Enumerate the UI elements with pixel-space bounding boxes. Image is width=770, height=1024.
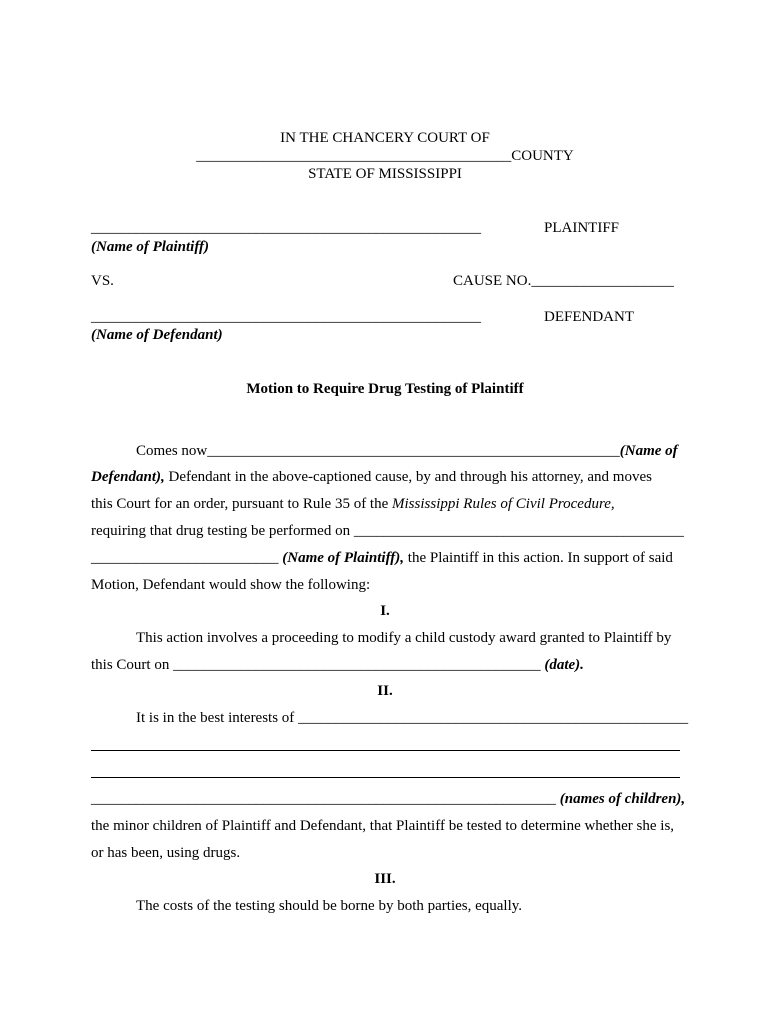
county-blank: __________________________________________ bbox=[196, 148, 512, 164]
sec1-line2 bbox=[91, 657, 770, 674]
sec1-line1: This action involves a proceeding to modify a child custody award granted to Plaintiff by bbox=[136, 630, 672, 646]
p1-line4 bbox=[91, 523, 770, 540]
defendant-blank: ____________________________________________________ bbox=[91, 309, 481, 325]
defendant-label: DEFENDANT bbox=[544, 309, 634, 325]
section-2-heading: II. bbox=[377, 683, 393, 699]
p1-plaintiff-blank: ____________________________________________ bbox=[353, 523, 684, 539]
plaintiff-blank: ____________________________________________________ bbox=[91, 220, 481, 236]
defendant-name-hint: (Name of Defendant) bbox=[91, 327, 223, 343]
section-3-heading: III. bbox=[374, 871, 396, 887]
county-label: COUNTY bbox=[511, 148, 574, 164]
court-heading bbox=[0, 130, 770, 147]
p1-line3-text: this Court for an order, pursuant to Rule 35 of the bbox=[91, 496, 393, 512]
cause-label: CAUSE NO. bbox=[453, 273, 532, 289]
state-heading bbox=[0, 166, 770, 183]
sec1-line2-text: this Court on bbox=[91, 657, 174, 673]
sec2-line5: the minor children of Plaintiff and Defendant, that Plaintiff be tested to determine whether she is, bbox=[91, 818, 675, 834]
p1-line5 bbox=[91, 550, 770, 567]
p1-line2-text: Defendant in the above-captioned cause, by and through his attorney, and moves bbox=[164, 469, 652, 485]
p1-rules-citation: Mississippi Rules of Civil Procedure, bbox=[392, 496, 615, 512]
sec2-children-hint: (names of children), bbox=[559, 791, 686, 807]
p1-line2 bbox=[91, 469, 770, 486]
p1-line4-text: requiring that drug testing be performed on bbox=[91, 523, 354, 539]
p1-name-of-hint: (Name of bbox=[619, 443, 678, 459]
p1-comes-now: Comes now bbox=[136, 443, 208, 459]
p1-defendant-hint: Defendant), bbox=[91, 469, 165, 485]
p1-line1 bbox=[136, 443, 678, 460]
p1-defendant-blank: _______________________________________________________ bbox=[207, 443, 620, 459]
versus-label: VS. bbox=[91, 273, 114, 289]
section-1-heading: I. bbox=[380, 603, 390, 619]
state-line: STATE OF MISSISSIPPI bbox=[308, 166, 462, 182]
county-heading bbox=[0, 148, 770, 165]
sec2-line1 bbox=[136, 710, 688, 727]
p1-plaintiff-blank-2: _________________________ bbox=[91, 550, 279, 566]
p1-line6: Motion, Defendant would show the following: bbox=[91, 577, 371, 593]
plaintiff-name-hint: (Name of Plaintiff) bbox=[91, 239, 210, 255]
cause-number bbox=[453, 273, 674, 290]
motion-title: Motion to Require Drug Testing of Plaintiff bbox=[246, 381, 524, 397]
sec2-children-blank-2: ______________________________________________________________ bbox=[91, 791, 556, 807]
cause-blank: ___________________ bbox=[531, 273, 674, 289]
p1-line3 bbox=[91, 496, 770, 513]
sec2-line4 bbox=[91, 791, 770, 808]
sec2-blank-rule-1 bbox=[91, 750, 680, 751]
sec1-date-blank: _________________________________________________ bbox=[173, 657, 541, 673]
p1-plaintiff-hint: (Name of Plaintiff), bbox=[282, 550, 405, 566]
sec3-line1: The costs of the testing should be borne by both parties, equally. bbox=[136, 898, 523, 914]
plaintiff-label: PLAINTIFF bbox=[544, 220, 620, 236]
sec2-line1-text: It is in the best interests of bbox=[136, 710, 299, 726]
sec2-children-blank: ____________________________________________________ bbox=[298, 710, 689, 726]
court-line: IN THE CHANCERY COURT OF bbox=[280, 130, 490, 146]
sec2-blank-rule-2 bbox=[91, 777, 680, 778]
sec2-line6: or has been, using drugs. bbox=[91, 845, 241, 861]
sec1-date-hint: (date). bbox=[544, 657, 584, 673]
p1-line5-text: the Plaintiff in this action. In support of said bbox=[404, 550, 673, 566]
